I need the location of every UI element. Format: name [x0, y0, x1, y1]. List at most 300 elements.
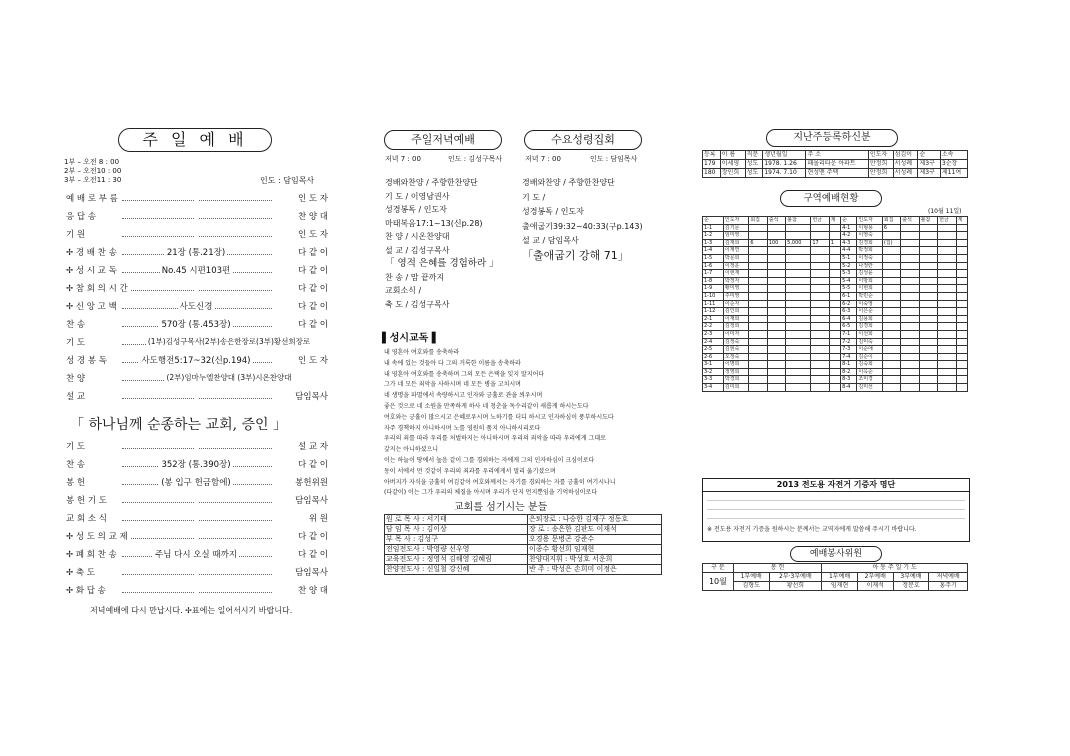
district-cell [901, 292, 919, 300]
newcomers-header-cell: 등록 [703, 151, 721, 160]
offering-box [702, 478, 970, 542]
district-cell [882, 338, 900, 346]
district-cell: 2-5 [703, 346, 724, 354]
district-cell: 6 [882, 224, 900, 232]
district-cell [786, 353, 811, 361]
district-cell [938, 262, 956, 270]
district-cell: 이순자 [723, 300, 748, 308]
evening-time: 저녁 7 : 00 [385, 155, 421, 163]
reading-line: 갚지는 아니하셨으니 [384, 446, 439, 454]
district-cell [938, 346, 956, 354]
newcomers-cell: 장인희 [720, 169, 745, 178]
district-cell [919, 300, 937, 308]
district-cell [882, 308, 900, 316]
district-cell: 김미숙 [857, 338, 882, 346]
newcomers-cell: 3순장 [940, 160, 967, 169]
duty-header [703, 564, 968, 573]
order-row: 봉 헌 기 도 담임목사 [66, 496, 328, 506]
district-cell [767, 376, 785, 384]
district-cell: 김현숙 [723, 346, 748, 354]
order-row: ✢ 경 배 찬 송 21장 (통.21장) 다 같 이 [66, 248, 328, 258]
district-cell [811, 292, 829, 300]
district-row [703, 239, 968, 247]
order-row: ✢ 폐 회 찬 송 주님 다시 오실 때까지 다 같 이 [66, 550, 328, 560]
district-date: (10월 11일) [928, 208, 962, 215]
district-cell: 이방희 [857, 277, 882, 285]
district-cell [882, 346, 900, 354]
district-cell [919, 384, 937, 392]
district-cell: 정영희 [723, 368, 748, 376]
district-cell [901, 376, 919, 384]
district-cell [786, 292, 811, 300]
district-cell [882, 270, 900, 278]
wednesday-line: 설 교 / 담임목사 [522, 236, 579, 245]
district-cell [767, 270, 785, 278]
newcomers-cell: 서성례 [893, 169, 918, 178]
district-cell: 주미영 [723, 292, 748, 300]
district-cell: 이옥순 [857, 368, 882, 376]
district-cell [749, 262, 767, 270]
newcomers-cell: 현성맨 주택 [806, 169, 868, 178]
district-cell [938, 270, 956, 278]
order-row: ✢ 참 회 의 시 간 다 같 이 [66, 284, 328, 294]
district-cell [786, 346, 811, 354]
district-row [703, 232, 968, 240]
district-cell [938, 323, 956, 331]
district-cell [786, 262, 811, 270]
district-cell [829, 308, 840, 316]
order-row: ✢ 화 답 송 찬 양 대 [66, 586, 328, 596]
district-cell [882, 254, 900, 262]
wednesday-line: 경배와찬양 / 주향한찬양단 [522, 178, 615, 187]
order-row: 예 배 로 부 름 인 도 자 [66, 194, 328, 204]
district-row [703, 353, 968, 361]
evening-line: 설 교 / 김성구목사 [385, 245, 450, 255]
order-row: 찬 송 570장 (통.453장) 다 같 이 [66, 320, 328, 330]
district-cell: 1-7 [703, 270, 724, 278]
responsive-reading-title: ▌성시교독 ▌ [382, 333, 440, 344]
district-cell [749, 277, 767, 285]
district-row [703, 277, 968, 285]
district-cell [919, 262, 937, 270]
district-cell [919, 285, 937, 293]
order-row: 기 도 설 교 자 [66, 442, 328, 452]
district-cell: 박경희 [723, 376, 748, 384]
district-cell [919, 361, 937, 369]
district-row [703, 270, 968, 278]
newcomers-cell: 안정희 [868, 169, 893, 178]
servants-row [385, 555, 662, 565]
district-header-cell: 출석 [767, 217, 785, 225]
district-cell [882, 323, 900, 331]
district-cell: 김경희 [857, 323, 882, 331]
order-row: 기 도 (1부)김성구목사(2부)송은한장로(3부)황선희장로 [66, 337, 311, 348]
district-cell [811, 224, 829, 232]
district-cell [901, 262, 919, 270]
duty-cell: 이재석 [857, 582, 893, 591]
district-cell: 8-3 [841, 376, 857, 384]
district-cell [749, 224, 767, 232]
wednesday-worship-title: 수요성령집회 [524, 130, 642, 150]
district-cell [956, 247, 967, 255]
newcomers-cell: 안정희 [868, 160, 893, 169]
district-cell [811, 254, 829, 262]
order-of-worship-3 [64, 584, 330, 598]
servants-cell: 전임전도사 : 박영량 선우영 [385, 545, 528, 555]
district-header-cell: 헌금 [811, 217, 829, 225]
district-cell [919, 353, 937, 361]
district-cell [749, 353, 767, 361]
district-cell [956, 308, 967, 316]
newcomers-header-cell: 소속 [940, 151, 967, 160]
duty-cell: 황선희 [769, 582, 822, 591]
newcomers-row [703, 169, 968, 178]
offering-note: ※ 전도용 자전거 기증을 원하시는 분께서는 교역자에게 말씀해 주시기 바랍니다. [707, 526, 917, 533]
district-cell [767, 232, 785, 240]
district-cell [829, 376, 840, 384]
district-header [703, 217, 968, 225]
district-cell: 김숙희 [857, 361, 882, 369]
district-cell [938, 285, 956, 293]
district-cell [938, 247, 956, 255]
district-cell [749, 315, 767, 323]
district-row [703, 376, 968, 384]
district-cell [901, 254, 919, 262]
district-cell: 이정숙 [857, 254, 882, 262]
evening-sermon: 「 영적 은혜를 경험하라 」 [385, 258, 499, 269]
district-cell [919, 323, 937, 331]
district-cell: 4-3 [841, 239, 857, 247]
district-cell [956, 353, 967, 361]
district-cell: 2-4 [703, 338, 724, 346]
district-cell [829, 285, 840, 293]
district-cell: 5-5 [841, 285, 857, 293]
district-cell: 3-2 [703, 368, 724, 376]
district-cell: 2-2 [703, 323, 724, 331]
district-cell [882, 247, 900, 255]
district-cell [956, 239, 967, 247]
district-cell [786, 285, 811, 293]
district-cell [829, 254, 840, 262]
district-cell [811, 247, 829, 255]
evening-worship-title: 주일저녁예배 [384, 130, 502, 150]
district-cell [767, 346, 785, 354]
reading-line: 그가 네 모든 죄악을 사하시며 네 모든 병을 고치시며 [384, 381, 521, 389]
order-row: 찬 양 (2부)임마누엘찬양대 (3부)시온찬양대 [66, 373, 292, 384]
offering-names [707, 495, 965, 523]
order-of-worship [64, 192, 330, 408]
district-cell [956, 338, 967, 346]
district-cell [767, 247, 785, 255]
district-cell [786, 300, 811, 308]
district-cell [767, 315, 785, 323]
district-cell [767, 330, 785, 338]
servants-cell: 은퇴장로 : 나승한 김재구 정동호 [527, 515, 661, 525]
district-cell: 2-3 [703, 330, 724, 338]
district-cell [919, 292, 937, 300]
evening-line: 기 도 / 이영남권사 [385, 191, 450, 201]
district-cell [938, 361, 956, 369]
district-cell [786, 338, 811, 346]
district-header-cell: 인도자 [857, 217, 882, 225]
district-cell [882, 368, 900, 376]
servants-cell: 오경용 문병곤 강준수 [527, 535, 661, 545]
newcomers-cell: 패몰리타운 아파트 [806, 160, 868, 169]
district-row [703, 338, 968, 346]
reading-line: 이는 하늘이 땅에서 높음 같이 그를 경외하는 자에게 그의 인자하심이 크심이로다 [384, 456, 595, 464]
evening-line: 찬 양 / 시온찬양대 [385, 232, 450, 241]
reading-line: 네 생명을 파멸에서 속량하시고 인자와 긍휼로 관을 씌우시며 [384, 392, 543, 400]
district-cell [749, 346, 767, 354]
district-cell [749, 300, 767, 308]
district-cell [938, 232, 956, 240]
district-cell [882, 315, 900, 323]
district-cell: 1 [829, 239, 840, 247]
duty-cell: 1부예배 [733, 573, 769, 582]
district-cell: 1-11 [703, 300, 724, 308]
duty-cell: 임재현 [822, 582, 858, 591]
district-cell: 김용희 [857, 315, 882, 323]
service-lead: 인도 : 담임목사 [260, 176, 315, 185]
newcomers-cell: 서성례 [893, 160, 918, 169]
duty-cell: 김형도 [733, 582, 769, 591]
district-cell [786, 315, 811, 323]
district-cell [767, 292, 785, 300]
district-cell [901, 338, 919, 346]
district-cell: 17 [811, 239, 829, 247]
district-cell [956, 270, 967, 278]
district-header-cell: 계 [829, 217, 840, 225]
district-row [703, 300, 968, 308]
sunday-worship-title: 주 일 예 배 [118, 128, 272, 152]
newcomers-header-cell: 인도자 [868, 151, 893, 160]
district-cell [811, 361, 829, 369]
district-cell [749, 232, 767, 240]
wednesday-time: 저녁 7 : 00 [525, 155, 561, 163]
district-cell [829, 338, 840, 346]
district-cell [901, 285, 919, 293]
district-cell [786, 277, 811, 285]
district-cell [938, 224, 956, 232]
district-cell [811, 346, 829, 354]
district-cell: 1-8 [703, 277, 724, 285]
district-cell: 오정숙 [723, 353, 748, 361]
district-cell [901, 300, 919, 308]
order-row: 기 원 인 도 자 [66, 230, 328, 240]
district-cell: 6-4 [841, 315, 857, 323]
newcomers-title: 지난주등록하신분 [766, 129, 898, 147]
district-cell [767, 353, 785, 361]
order-row: 교 회 소 식 위 원 [66, 514, 328, 524]
servants-row [385, 525, 662, 535]
newcomers-cell: 이세영 [720, 160, 745, 169]
district-cell [882, 330, 900, 338]
district-cell: 4-1 [841, 224, 857, 232]
district-cell: 1-2 [703, 232, 724, 240]
district-cell [956, 232, 967, 240]
evening-line: 마태복음17:1~13(신p.28) [385, 218, 483, 228]
wednesday-line: 출애굽기39:32~40:33(구p.143) [522, 221, 643, 231]
newcomers-table [702, 150, 968, 178]
district-row [703, 224, 968, 232]
newcomers-header-cell: 생년월일 [763, 151, 806, 160]
district-cell [919, 247, 937, 255]
district-cell [901, 330, 919, 338]
order-row: 성 경 봉 독 사도행전5:17~32(신p.194) 인 도 자 [66, 356, 328, 366]
district-cell: 박문희 [723, 254, 748, 262]
district-cell [956, 376, 967, 384]
servants-cell: 담 임 목 사 : 김이상 [385, 525, 528, 535]
district-cell [882, 376, 900, 384]
reading-line: 내 영혼아 여호와를 송축하며 그의 모든 은택을 잊지 말지어다 [384, 370, 545, 378]
district-cell [829, 277, 840, 285]
duty-month: 10월 [703, 573, 734, 591]
district-header-cell: 불참 [786, 217, 811, 225]
reading-line: 내 속에 있는 것들아 다 그의 거룩한 이름을 송축하라 [384, 359, 521, 367]
district-cell [811, 338, 829, 346]
district-cell [811, 270, 829, 278]
district-row [703, 292, 968, 300]
duty-title: 예배봉사위원 [790, 546, 882, 562]
district-cell [829, 361, 840, 369]
district-cell: 김기문 [723, 224, 748, 232]
order-row: 설 교 담임목사 [66, 392, 328, 402]
newcomers-cell: 제3구 [918, 160, 940, 169]
district-cell [938, 239, 956, 247]
district-cell: 이은순 [857, 308, 882, 316]
reading-line: 동이 서에서 먼 것같이 우리의 죄과를 우리에게서 멀리 옮기셨으며 [384, 467, 556, 475]
order-of-worship-2 [64, 440, 330, 580]
district-cell: 김미희 [723, 384, 748, 392]
district-cell [749, 384, 767, 392]
servants-row [385, 535, 662, 545]
district-cell [956, 254, 967, 262]
offering-title: 2013 전도용 자전거 기증자 명단 [703, 479, 969, 492]
district-cell [829, 384, 840, 392]
service-time-1: 1부 – 오전 8 : 00 [64, 158, 120, 166]
district-cell: 1-5 [703, 254, 724, 262]
service-time-3: 3부 – 오전11 : 30 [64, 176, 122, 184]
district-cell: 6-1 [841, 292, 857, 300]
district-cell [749, 338, 767, 346]
district-cell [829, 224, 840, 232]
district-cell [749, 270, 767, 278]
district-header-cell: 회집 [749, 217, 767, 225]
newcomers-header-cell: 순 [918, 151, 940, 160]
district-cell: 1-3 [703, 239, 724, 247]
district-cell [901, 353, 919, 361]
district-cell [882, 262, 900, 270]
district-cell [767, 361, 785, 369]
reading-line: 우리의 죄를 따라 우리를 처벌하지는 아니하시며 우리의 죄악을 따라 우리에게 그대로 [384, 435, 606, 443]
district-cell [749, 361, 767, 369]
district-cell [811, 262, 829, 270]
district-header-cell: 인도자 [723, 217, 748, 225]
servants-row [385, 545, 662, 555]
district-cell [749, 292, 767, 300]
district-cell [901, 346, 919, 354]
wednesday-lead: 인도 : 담임목사 [590, 155, 638, 163]
district-cell: 7-3 [841, 346, 857, 354]
district-cell: 이숙영 [857, 300, 882, 308]
district-cell [901, 224, 919, 232]
district-cell [956, 368, 967, 376]
district-row [703, 254, 968, 262]
newcomers-cell: 179 [703, 160, 721, 169]
district-cell [901, 315, 919, 323]
district-cell [786, 254, 811, 262]
district-cell: 이순애 [857, 346, 882, 354]
district-cell: 이형용 [857, 224, 882, 232]
reading-line: 자주 경책하지 아니하시며 노를 영원히 품지 아니하시리로다 [384, 424, 541, 432]
district-cell: 8-4 [841, 384, 857, 392]
servants-cell: 장 로 : 송은한 김판도 이재석 [527, 525, 661, 535]
reading-line: 좋은 것으로 네 소원을 만족하게 하사 네 청춘을 독수리같이 새롭게 하시는도다 [384, 402, 589, 410]
district-cell [767, 262, 785, 270]
duty-cell: 저녁예배 [929, 573, 968, 582]
district-cell: 1-1 [703, 224, 724, 232]
district-cell: 이계연 [723, 247, 748, 255]
district-cell [767, 224, 785, 232]
wednesday-line: 성경봉독 / 인도자 [522, 207, 584, 216]
district-cell [829, 330, 840, 338]
footer-note: 저녁예배에 다시 만납시다. ✢표에는 일어서시기 바랍니다. [90, 606, 293, 615]
district-cell [829, 270, 840, 278]
duty-sub [703, 573, 968, 582]
servants-cell: 원 로 목 사 : 서기태 [385, 515, 528, 525]
district-cell [749, 330, 767, 338]
district-cell: 8-2 [841, 368, 857, 376]
district-cell [786, 224, 811, 232]
servants-cell: 부 목 사 : 김성구 [385, 535, 528, 545]
district-cell [811, 232, 829, 240]
district-cell [919, 277, 937, 285]
duty-names [703, 582, 968, 591]
district-cell: 4-4 [841, 247, 857, 255]
newcomers-cell: 1974. 7.10 [763, 169, 806, 178]
newcomers-row [703, 160, 968, 169]
district-cell: 7-2 [841, 338, 857, 346]
district-cell [786, 308, 811, 316]
district-cell: 3-1 [703, 361, 724, 369]
district-cell [811, 323, 829, 331]
district-cell [829, 292, 840, 300]
district-cell [956, 292, 967, 300]
district-row [703, 308, 968, 316]
district-cell [956, 384, 967, 392]
evening-lead: 인도 : 김성구목사 [448, 155, 503, 163]
district-cell: 박정희 [857, 247, 882, 255]
district-cell [767, 323, 785, 331]
district-cell: 박정자 [723, 277, 748, 285]
duty-cell: 2부·3부예배 [769, 573, 822, 582]
duty-cell: 1부예배 [822, 573, 858, 582]
district-cell [786, 270, 811, 278]
district-cell [938, 292, 956, 300]
district-cell: 이명희 [723, 361, 748, 369]
evening-line: 경배와찬양 / 주향한찬양단 [385, 178, 478, 187]
district-cell [938, 368, 956, 376]
district-cell: 김정숙 [723, 338, 748, 346]
district-header-cell: 순 [841, 217, 857, 225]
responsive-reading [384, 348, 666, 499]
servants-cell: 찬양대지휘 : 박성호 서운희 [527, 555, 661, 565]
order-row: 찬 송 352장 (통.390장) 다 같 이 [66, 460, 328, 470]
district-cell [829, 315, 840, 323]
district-cell [767, 254, 785, 262]
district-cell [882, 353, 900, 361]
district-cell [811, 368, 829, 376]
